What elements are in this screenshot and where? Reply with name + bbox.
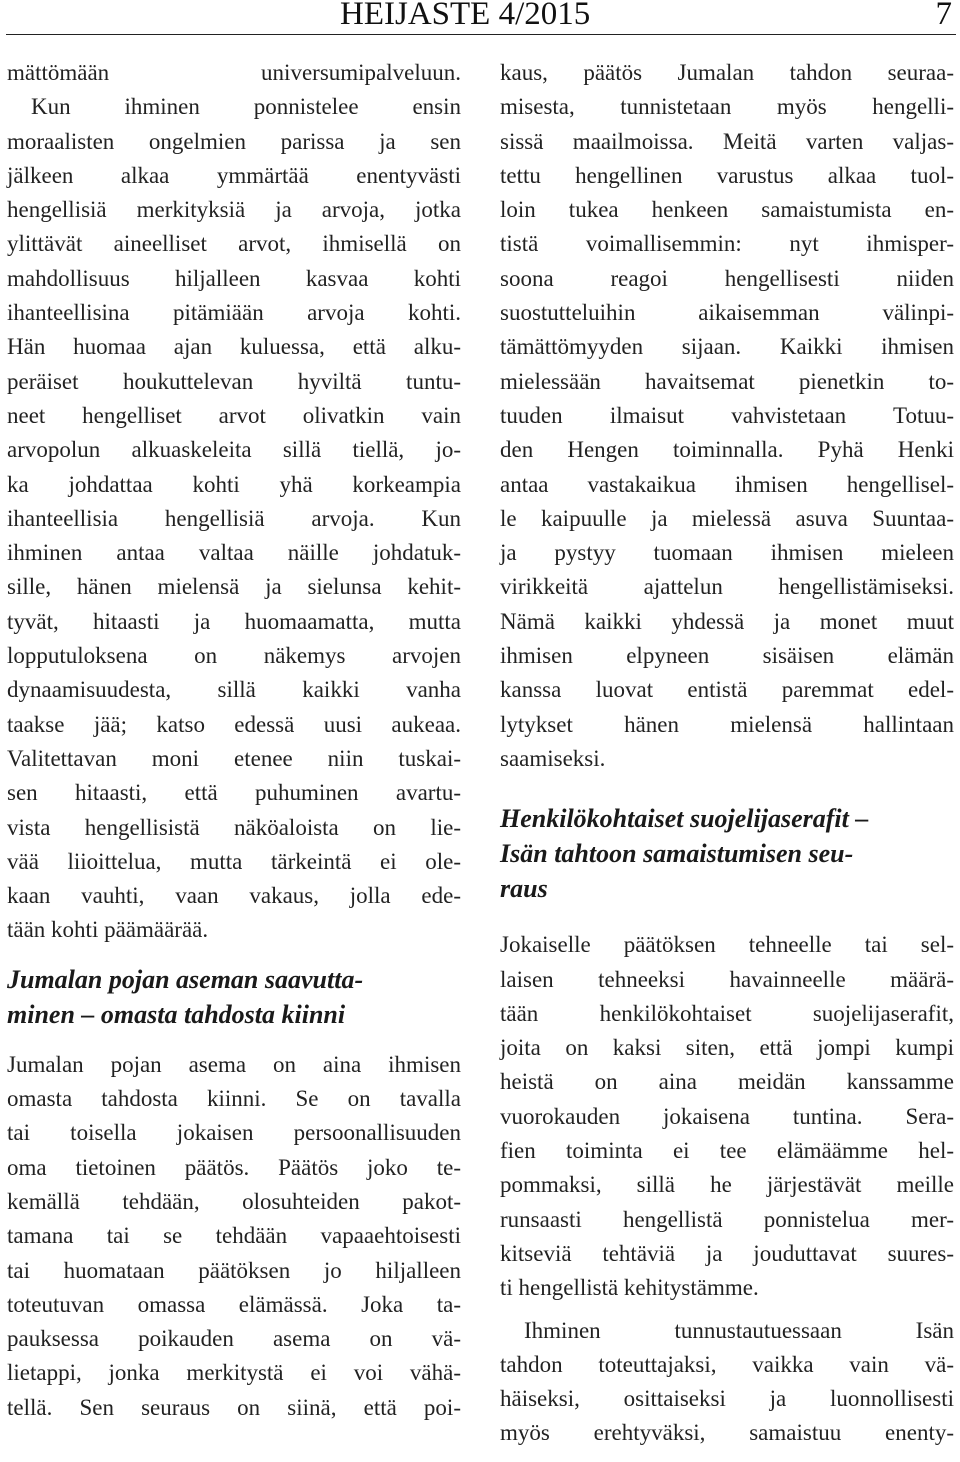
section-heading-jumalan-pojan (7, 962, 461, 1032)
text-line: heistä on aina meidän kanssamme (500, 1069, 954, 1095)
magazine-title: HEIJASTE 4/2015 (340, 0, 591, 32)
text-line: tamana tai se tehdään vapaaehtoisesti (7, 1223, 461, 1249)
text-line: suostutteluihin aikaisemman välinpi- (500, 300, 954, 326)
text-line: ihanteellisia hengellisiä arvoja. Kun (7, 505, 461, 531)
text-line: misesta, tunnistetaan myös hengelli- (500, 94, 954, 120)
text-line: jälkeen alkaa ymmärtää enentyvästi (7, 162, 461, 188)
heading-line: raus (500, 874, 548, 904)
text-line: tai huomataan päätöksen jo hiljalleen (7, 1257, 461, 1283)
text-line: kemällä tehdään, olosuhteiden pakot- (7, 1188, 461, 1214)
text-line: moraalisten ongelmien parissa ja sen (7, 128, 461, 154)
text-line: sille, hänen mielensä ja sielunsa kehit- (7, 574, 461, 600)
text-line: mättömään universumipalveluun. (7, 60, 461, 85)
text-line: arvopolun alkuaskeleita sillä tiellä, jo- (7, 437, 461, 463)
text-line: tellä. Sen seuraus on siinä, että poi- (7, 1394, 461, 1420)
page-header (0, 0, 960, 40)
text-line: ihanteellisina pitämiään arvoja kohti. (7, 300, 461, 326)
text-line: virikkeitä ajattelun hengellistämiseksi. (500, 574, 954, 600)
text-line: tettu hengellinen varustus alkaa tuol- (500, 162, 954, 188)
text-line: ylittävät aineelliset arvot, ihmisellä on (7, 231, 461, 257)
spacer (500, 1306, 954, 1314)
page-number: 7 (935, 0, 952, 32)
text-line: häiseksi, osittaiseksi ja luonnollisesti (500, 1386, 954, 1412)
text-line: tahdon toteuttajaksi, vaikka vain vä- (500, 1351, 954, 1377)
text-line: taakse jää; katso edessä uusi aukeaa. (7, 711, 461, 737)
text-line: mielessään havaitsemat pienetkin to- (500, 368, 954, 394)
text-line: Ihminen tunnustautuessaan Isän (524, 1317, 954, 1343)
spacer (7, 948, 461, 962)
heading-line: minen – omasta tahdosta kiinni (7, 999, 346, 1029)
text-line: soona reagoi hengellisesti niiden (500, 265, 954, 291)
text-line: vää liioittelua, mutta tärkeintä ei ole- (7, 848, 461, 874)
heading-line: Isän tahtoon samaistumisen seu- (500, 839, 854, 869)
text-line: loin tukea henkeen samaistumista en- (500, 197, 954, 223)
text-line: sissä maailmoissa. Meitä varten valjas- (500, 128, 954, 154)
text-line: tään henkilökohtaiset suojelijaserafit, (500, 1000, 954, 1026)
right-paragraph-1 (500, 56, 954, 776)
spacer (500, 906, 954, 928)
text-line: oma tietoinen päätös. Päätös joko te- (7, 1154, 461, 1180)
text-line: lytykset hänen mielensä hallintaan (500, 711, 954, 737)
text-line: dynaamisuudesta, sillä kaikki vanha (7, 677, 461, 703)
text-line: laisen tehneeksi havainneelle määrä- (500, 966, 954, 992)
heading-line: Jumalan pojan aseman saavutta- (7, 964, 364, 994)
left-paragraph-2 (7, 1048, 461, 1425)
text-line: tään kohti päämäärää. (7, 917, 209, 943)
text-line: lietappi, jonka merkitystä ei voi vähä- (7, 1360, 461, 1386)
text-line: ja pystyy tuomaan ihmisen mieleen (500, 540, 954, 566)
text-line: ka johdattaa kohti yhä korkeampia (7, 471, 461, 497)
text-line: sen hitaasti, että puhuminen avartu- (7, 780, 461, 806)
text-line: myös erehtyväksi, samaistuu enenty- (500, 1420, 954, 1446)
text-line: vista hengellisistä näköaloista on lie- (7, 814, 461, 840)
right-paragraph-2 (500, 928, 954, 1305)
text-line: ihminen antaa valtaa näille johdatuk- (7, 540, 461, 566)
text-line: tai toisella jokaisen persoonallisuuden (7, 1120, 461, 1146)
section-heading-suojelijaserafit (500, 801, 954, 906)
left-column (7, 56, 461, 1425)
text-line: kaan vauhti, vaan vakaus, jolla ede- (7, 883, 461, 909)
text-line: Kun ihminen ponnistelee ensin (31, 94, 461, 120)
text-line: peräiset houkuttelevan hyviltä tuntu- (7, 368, 461, 394)
text-line: vuorokauden jokaisena tuntina. Sera- (500, 1103, 954, 1129)
text-line: lopputuloksena on näkemys arvojen (7, 643, 461, 669)
text-line: toteutuvan omassa elämässä. Joka ta- (7, 1291, 461, 1317)
text-line: Jokaiselle päätöksen tehneelle tai sel- (500, 932, 954, 958)
text-line: Valitettavan moni etenee niin tuskai- (7, 745, 461, 771)
right-column (500, 56, 954, 1451)
text-line: tuuden ilmaisut vahvistetaan Totuu- (500, 402, 954, 428)
text-line: den Hengen toiminnalla. Pyhä Henki (500, 437, 954, 463)
text-line: runsaasti hengellistä ponnistelua mer- (500, 1206, 954, 1232)
text-line: saamiseksi. (500, 745, 606, 771)
text-line: fien toiminta ei tee elämäämme hel- (500, 1138, 954, 1164)
text-line: kitseviä tehtäviä ja jouduttavat suures- (500, 1240, 954, 1266)
left-paragraph-1 (7, 56, 461, 948)
text-line: hengellisiä merkityksiä ja arvoja, jotka (7, 197, 461, 223)
text-line: tämättömyyden sijaan. Kaikki ihmisen (500, 334, 954, 360)
text-line: tyvät, hitaasti ja huomaamatta, mutta (7, 608, 461, 634)
text-line: Hän huomaa ajan kuluessa, että alku- (7, 334, 461, 360)
text-line: tistä voimallisemmin: nyt ihmisper- (500, 231, 954, 257)
text-line: ti hengellistä kehitystämme. (500, 1275, 759, 1301)
text-line: mahdollisuus hiljalleen kasvaa kohti (7, 265, 461, 291)
text-line: omasta tahdosta kiinni. Se on tavalla (7, 1086, 461, 1112)
text-line: joita on kaksi siten, että jompi kumpi (500, 1035, 954, 1061)
text-line: pommaksi, sillä he järjestävät meille (500, 1172, 954, 1198)
right-paragraph-3 (500, 1314, 954, 1451)
spacer (500, 776, 954, 801)
heading-line: Henkilökohtaiset suojelijaserafit – (500, 804, 869, 834)
text-line: Jumalan pojan asema on aina ihmisen (7, 1051, 461, 1077)
text-line: ihmisen elpyneen sisäisen elämän (500, 643, 954, 669)
header-rule (6, 34, 956, 35)
text-line: Nämä kaikki yhdessä ja monet muut (500, 608, 954, 634)
text-line: le kaipuulle ja mielessä asuva Suuntaa- (500, 505, 954, 531)
text-line: neet hengelliset arvot olivatkin vain (7, 402, 461, 428)
spacer (7, 1032, 461, 1048)
text-line: pauksessa poikauden asema on vä- (7, 1326, 461, 1352)
text-line: antaa vastakaikua ihmisen hengellisel- (500, 471, 954, 497)
text-line: kaus, päätös Jumalan tahdon seuraa- (500, 60, 954, 85)
text-line: kanssa luovat entistä paremmat edel- (500, 677, 954, 703)
